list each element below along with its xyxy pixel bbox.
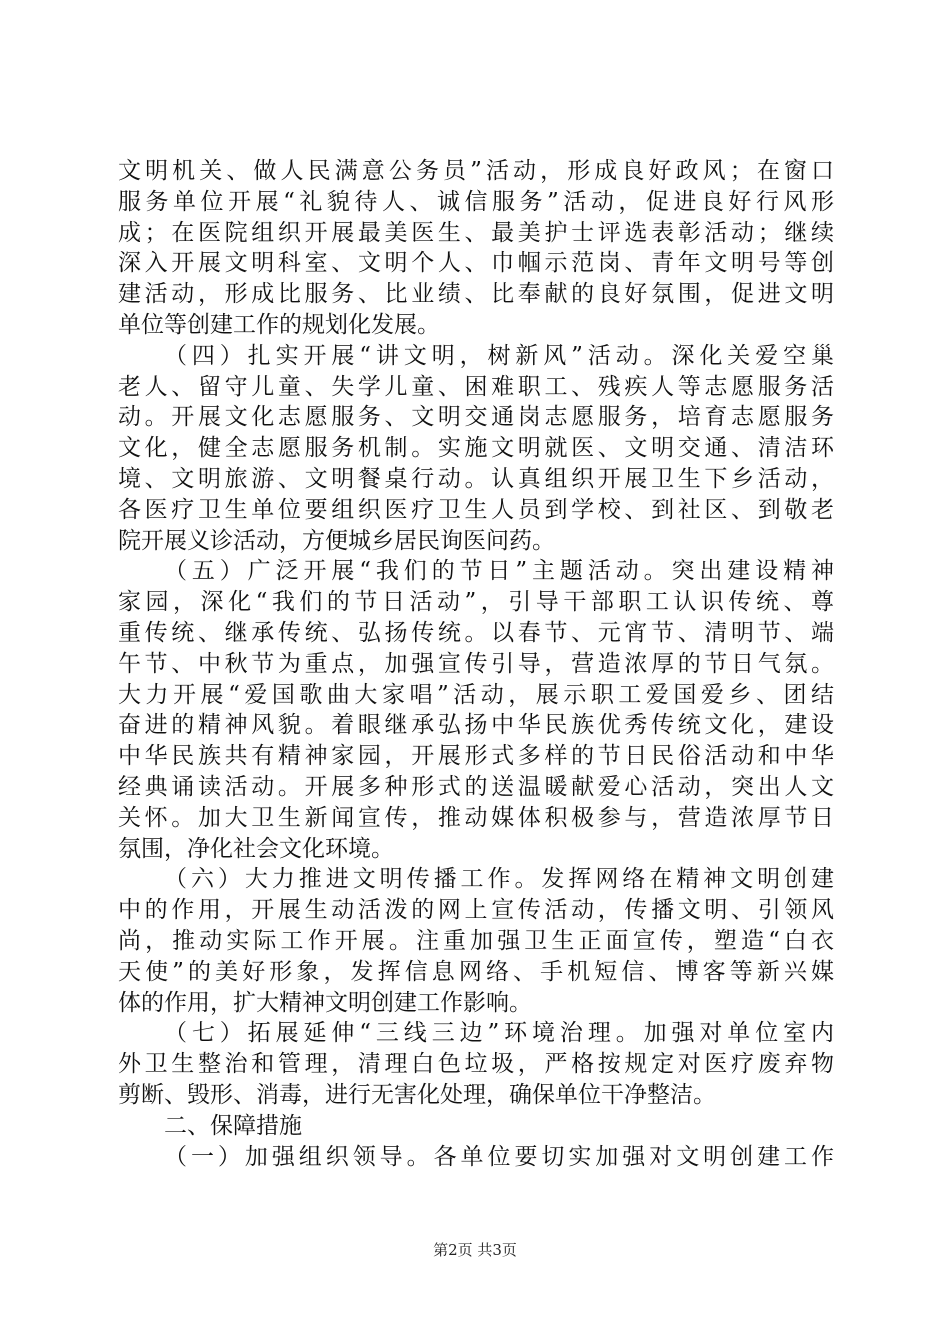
page-number: 第2页 共3页 xyxy=(433,1241,517,1259)
text-line: 氛围，净化社会文化环境。 xyxy=(118,835,394,862)
paragraph-heading-line: （一）加强组织领导。各单位要切实加强对文明创建工作 xyxy=(164,1143,834,1170)
section-heading: 二、保障措施 xyxy=(164,1112,302,1139)
text-line: 中的作用，开展生动活泼的网上宣传活动，传播文明、引领风 xyxy=(118,897,834,924)
text-line: 大力开展“爱国歌曲大家唱”活动，展示职工爱国爱乡、团结 xyxy=(118,681,834,708)
text-line: 成；在医院组织开展最美医生、最美护士评选表彰活动；继续 xyxy=(118,219,834,246)
text-line: 文化，健全志愿服务机制。实施文明就医、文明交通、清洁环 xyxy=(118,435,834,462)
text-line: 服务单位开展“礼貌待人、诚信服务”活动，促进良好行风形 xyxy=(118,188,834,215)
text-line: 境、文明旅游、文明餐桌行动。认真组织开展卫生下乡活动， xyxy=(118,465,834,492)
text-line: 关怀。加大卫生新闻宣传，推动媒体积极参与，营造浓厚节日 xyxy=(118,804,834,831)
paragraph-heading-line: （四）扎实开展“讲文明，树新风”活动。深化关爱空巢 xyxy=(164,342,834,369)
text-line: 经典诵读活动。开展多种形式的送温暖献爱心活动，突出人文 xyxy=(118,773,834,800)
text-line: 家园，深化“我们的节日活动”，引导干部职工认识传统、尊 xyxy=(118,589,834,616)
text-line: 深入开展文明科室、文明个人、巾帼示范岗、青年文明号等创 xyxy=(118,250,834,277)
page-footer xyxy=(0,1240,950,1260)
text-line: 天使”的美好形象，发挥信息网络、手机短信、博客等新兴媒 xyxy=(118,958,834,985)
text-line: 剪断、毁形、消毒，进行无害化处理，确保单位干净整洁。 xyxy=(118,1081,716,1108)
text-line: 各医疗卫生单位要组织医疗卫生人员到学校、到社区、到敬老 xyxy=(118,496,834,523)
text-line: 体的作用，扩大精神文明创建工作影响。 xyxy=(118,989,532,1016)
text-line: 重传统、继承传统、弘扬传统。以春节、元宵节、清明节、端 xyxy=(118,619,834,646)
paragraph-heading-line: （六）大力推进文明传播工作。发挥网络在精神文明创建 xyxy=(164,866,834,893)
text-line: 奋进的精神风貌。着眼继承弘扬中华民族优秀传统文化，建设 xyxy=(118,712,834,739)
text-line: 建活动，形成比服务、比业绩、比奉献的良好氛围，促进文明 xyxy=(118,281,834,308)
text-line: 院开展义诊活动，方便城乡居民询医问药。 xyxy=(118,527,555,554)
text-line: 尚，推动实际工作开展。注重加强卫生正面宣传，塑造“白衣 xyxy=(118,927,834,954)
text-line: 文明机关、做人民满意公务员”活动，形成良好政风；在窗口 xyxy=(118,158,834,184)
text-line: 老人、留守儿童、失学儿童、困难职工、残疾人等志愿服务活 xyxy=(118,373,834,400)
text-line: 动。开展文化志愿服务、文明交通岗志愿服务，培育志愿服务 xyxy=(118,404,834,431)
document-body xyxy=(118,156,834,1172)
paragraph-heading-line: （七）拓展延伸“三线三边”环境治理。加强对单位室内 xyxy=(164,1020,834,1047)
text-line: 单位等创建工作的规划化发展。 xyxy=(118,311,440,338)
text-line: 外卫生整治和管理，清理白色垃圾，严格按规定对医疗废弃物 xyxy=(118,1051,834,1078)
text-line: 午节、中秋节为重点，加强宣传引导，营造浓厚的节日气氛。 xyxy=(118,650,834,677)
text-line: 中华民族共有精神家园，开展形式多样的节日民俗活动和中华 xyxy=(118,743,834,770)
paragraph-heading-line: （五）广泛开展“我们的节日”主题活动。突出建设精神 xyxy=(164,558,834,585)
